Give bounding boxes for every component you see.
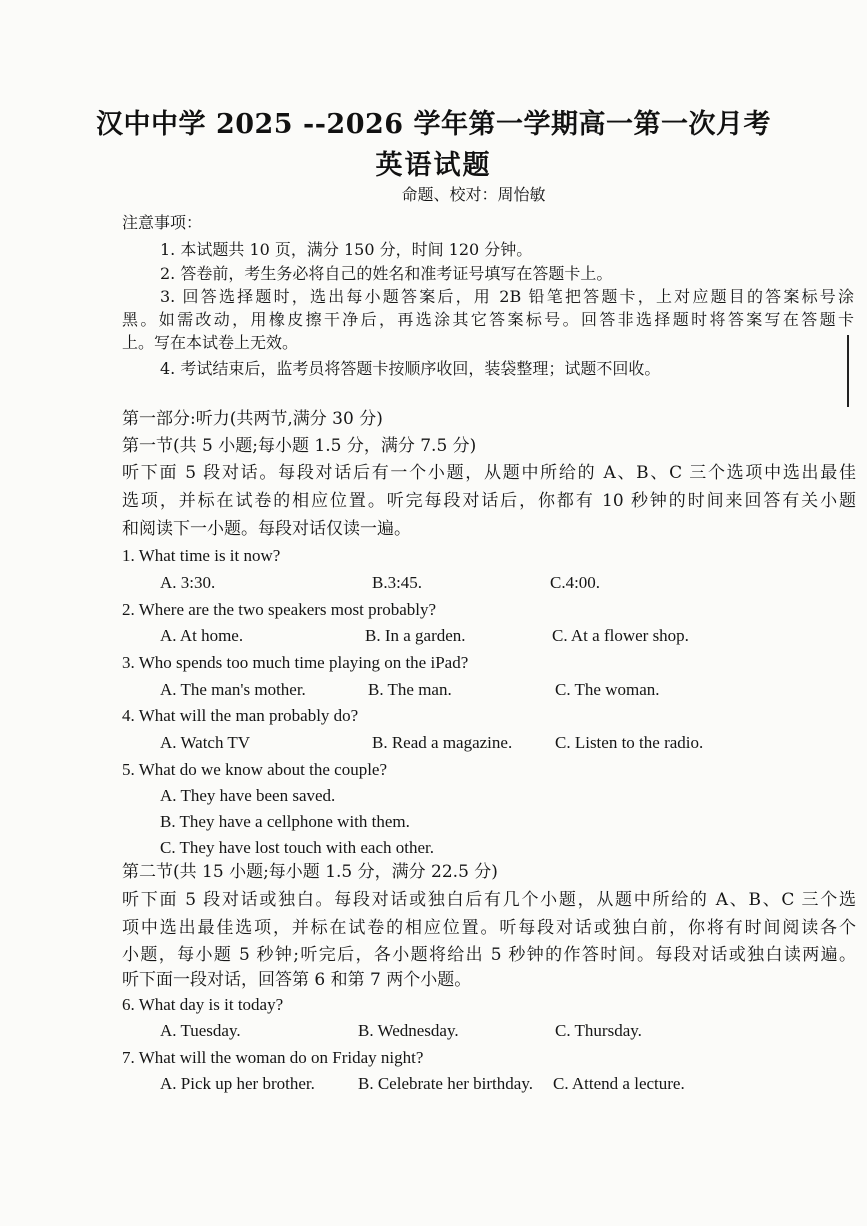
question-6-option-a: A. Tuesday.: [160, 1021, 241, 1040]
question-5-option-a: A. They have been saved.: [160, 786, 336, 805]
question-2-option-c: C. At a flower shop.: [552, 626, 689, 645]
section2-instruction-3: 小题，每小题 5 秒钟;听完后，各小题将给出 5 秒钟的作答时间。每段对话或独白读两遍。: [122, 945, 856, 965]
scan-margin-mark: [847, 335, 849, 407]
notice-item-2: 2. 答卷前，考生务必将自己的姓名和准考证号填写在答题卡上。: [160, 264, 613, 283]
question-7-option-c: C. Attend a lecture.: [553, 1074, 685, 1093]
question-4-option-b: B. Read a magazine.: [372, 733, 513, 752]
question-1-option-b: B.3:45.: [372, 573, 423, 592]
question-7-stem: 7. What will the woman do on Friday night?: [122, 1048, 424, 1067]
question-4-option-a: A. Watch TV: [160, 733, 251, 752]
notice-item-3-cont: 黑。如需改动，用橡皮擦干净后，再选涂其它答案标号。回答非选择题时将答案写在答题卡: [122, 310, 854, 329]
question-5-stem: 5. What do we know about the couple?: [122, 760, 388, 779]
section2-instruction-2: 项中选出最佳选项，并标在试卷的相应位置。听每段对话或独白前，你将有时间阅读各个: [122, 918, 856, 938]
exam-authors: 命题、校对：周怡敏: [401, 185, 546, 204]
notice-item-1: 1. 本试题共 10 页，满分 150 分，时间 120 分钟。: [160, 240, 533, 259]
exam-subtitle: 英语试题: [375, 150, 492, 181]
question-7-option-a: A. Pick up her brother.: [160, 1074, 315, 1093]
question-2-stem: 2. Where are the two speakers most probably?: [122, 600, 437, 619]
section1-instruction-3: 和阅读下一小题。每段对话仅读一遍。: [122, 519, 411, 539]
question-1-stem: 1. What time is it now?: [122, 546, 281, 565]
section2-instruction-1: 听下面 5 段对话或独白。每段对话或独白后有几个小题，从题中所给的 A、B、C 三个选: [122, 890, 856, 910]
question-6-option-b: B. Wednesday.: [358, 1021, 459, 1040]
section2-heading: 第二节(共 15 小题;每小题 1.5 分，满分 22.5 分): [122, 862, 498, 882]
question-3-option-c: C. The woman.: [555, 680, 660, 699]
question-4-stem: 4. What will the man probably do?: [122, 706, 359, 725]
notice-item-3: 3. 回答选择题时，选出每小题答案后，用 2B 铅笔把答题卡，上对应题目的答案标号涂: [160, 287, 854, 306]
question-3-option-b: B. The man.: [368, 680, 452, 699]
notice-item-3-end: 上。写在本试卷上无效。: [122, 333, 299, 352]
question-6-option-c: C. Thursday.: [555, 1021, 642, 1040]
question-3-option-a: A. The man's mother.: [160, 680, 306, 699]
section1-instruction-2: 选项，并标在试卷的相应位置。听完每段对话后，你都有 10 秒钟的时间来回答有关小题: [122, 491, 856, 511]
section2-instruction-4: 听下面一段对话，回答第 6 和第 7 两个小题。: [122, 970, 472, 990]
question-6-stem: 6. What day is it today?: [122, 995, 284, 1014]
notice-item-4: 4. 考试结束后，监考员将答题卡按顺序收回，装袋整理；试题不回收。: [160, 359, 661, 378]
question-7-option-b: B. Celebrate her birthday.: [358, 1074, 533, 1093]
section1-instruction-1: 听下面 5 段对话。每段对话后有一个小题，从题中所给的 A、B、C 三个选项中选出最佳: [122, 463, 856, 483]
notice-heading: 注意事项：: [122, 213, 203, 232]
question-2-option-a: A. At home.: [160, 626, 244, 645]
part1-heading: 第一部分:听力(共两节,满分 30 分): [122, 409, 383, 429]
question-1-option-c: C.4:00.: [550, 573, 601, 592]
question-5-option-c: C. They have lost touch with each other.: [160, 838, 434, 857]
question-5-option-b: B. They have a cellphone with them.: [160, 812, 410, 831]
question-1-option-a: A. 3:30.: [160, 573, 216, 592]
question-3-stem: 3. Who spends too much time playing on the iPad?: [122, 653, 469, 672]
exam-title: 汉中中学 2025 --2026 学年第一学期高一第一次月考: [96, 109, 771, 140]
question-2-option-b: B. In a garden.: [365, 626, 466, 645]
question-4-option-c: C. Listen to the radio.: [555, 733, 704, 752]
section1-heading: 第一节(共 5 小题;每小题 1.5 分，满分 7.5 分): [122, 436, 477, 456]
